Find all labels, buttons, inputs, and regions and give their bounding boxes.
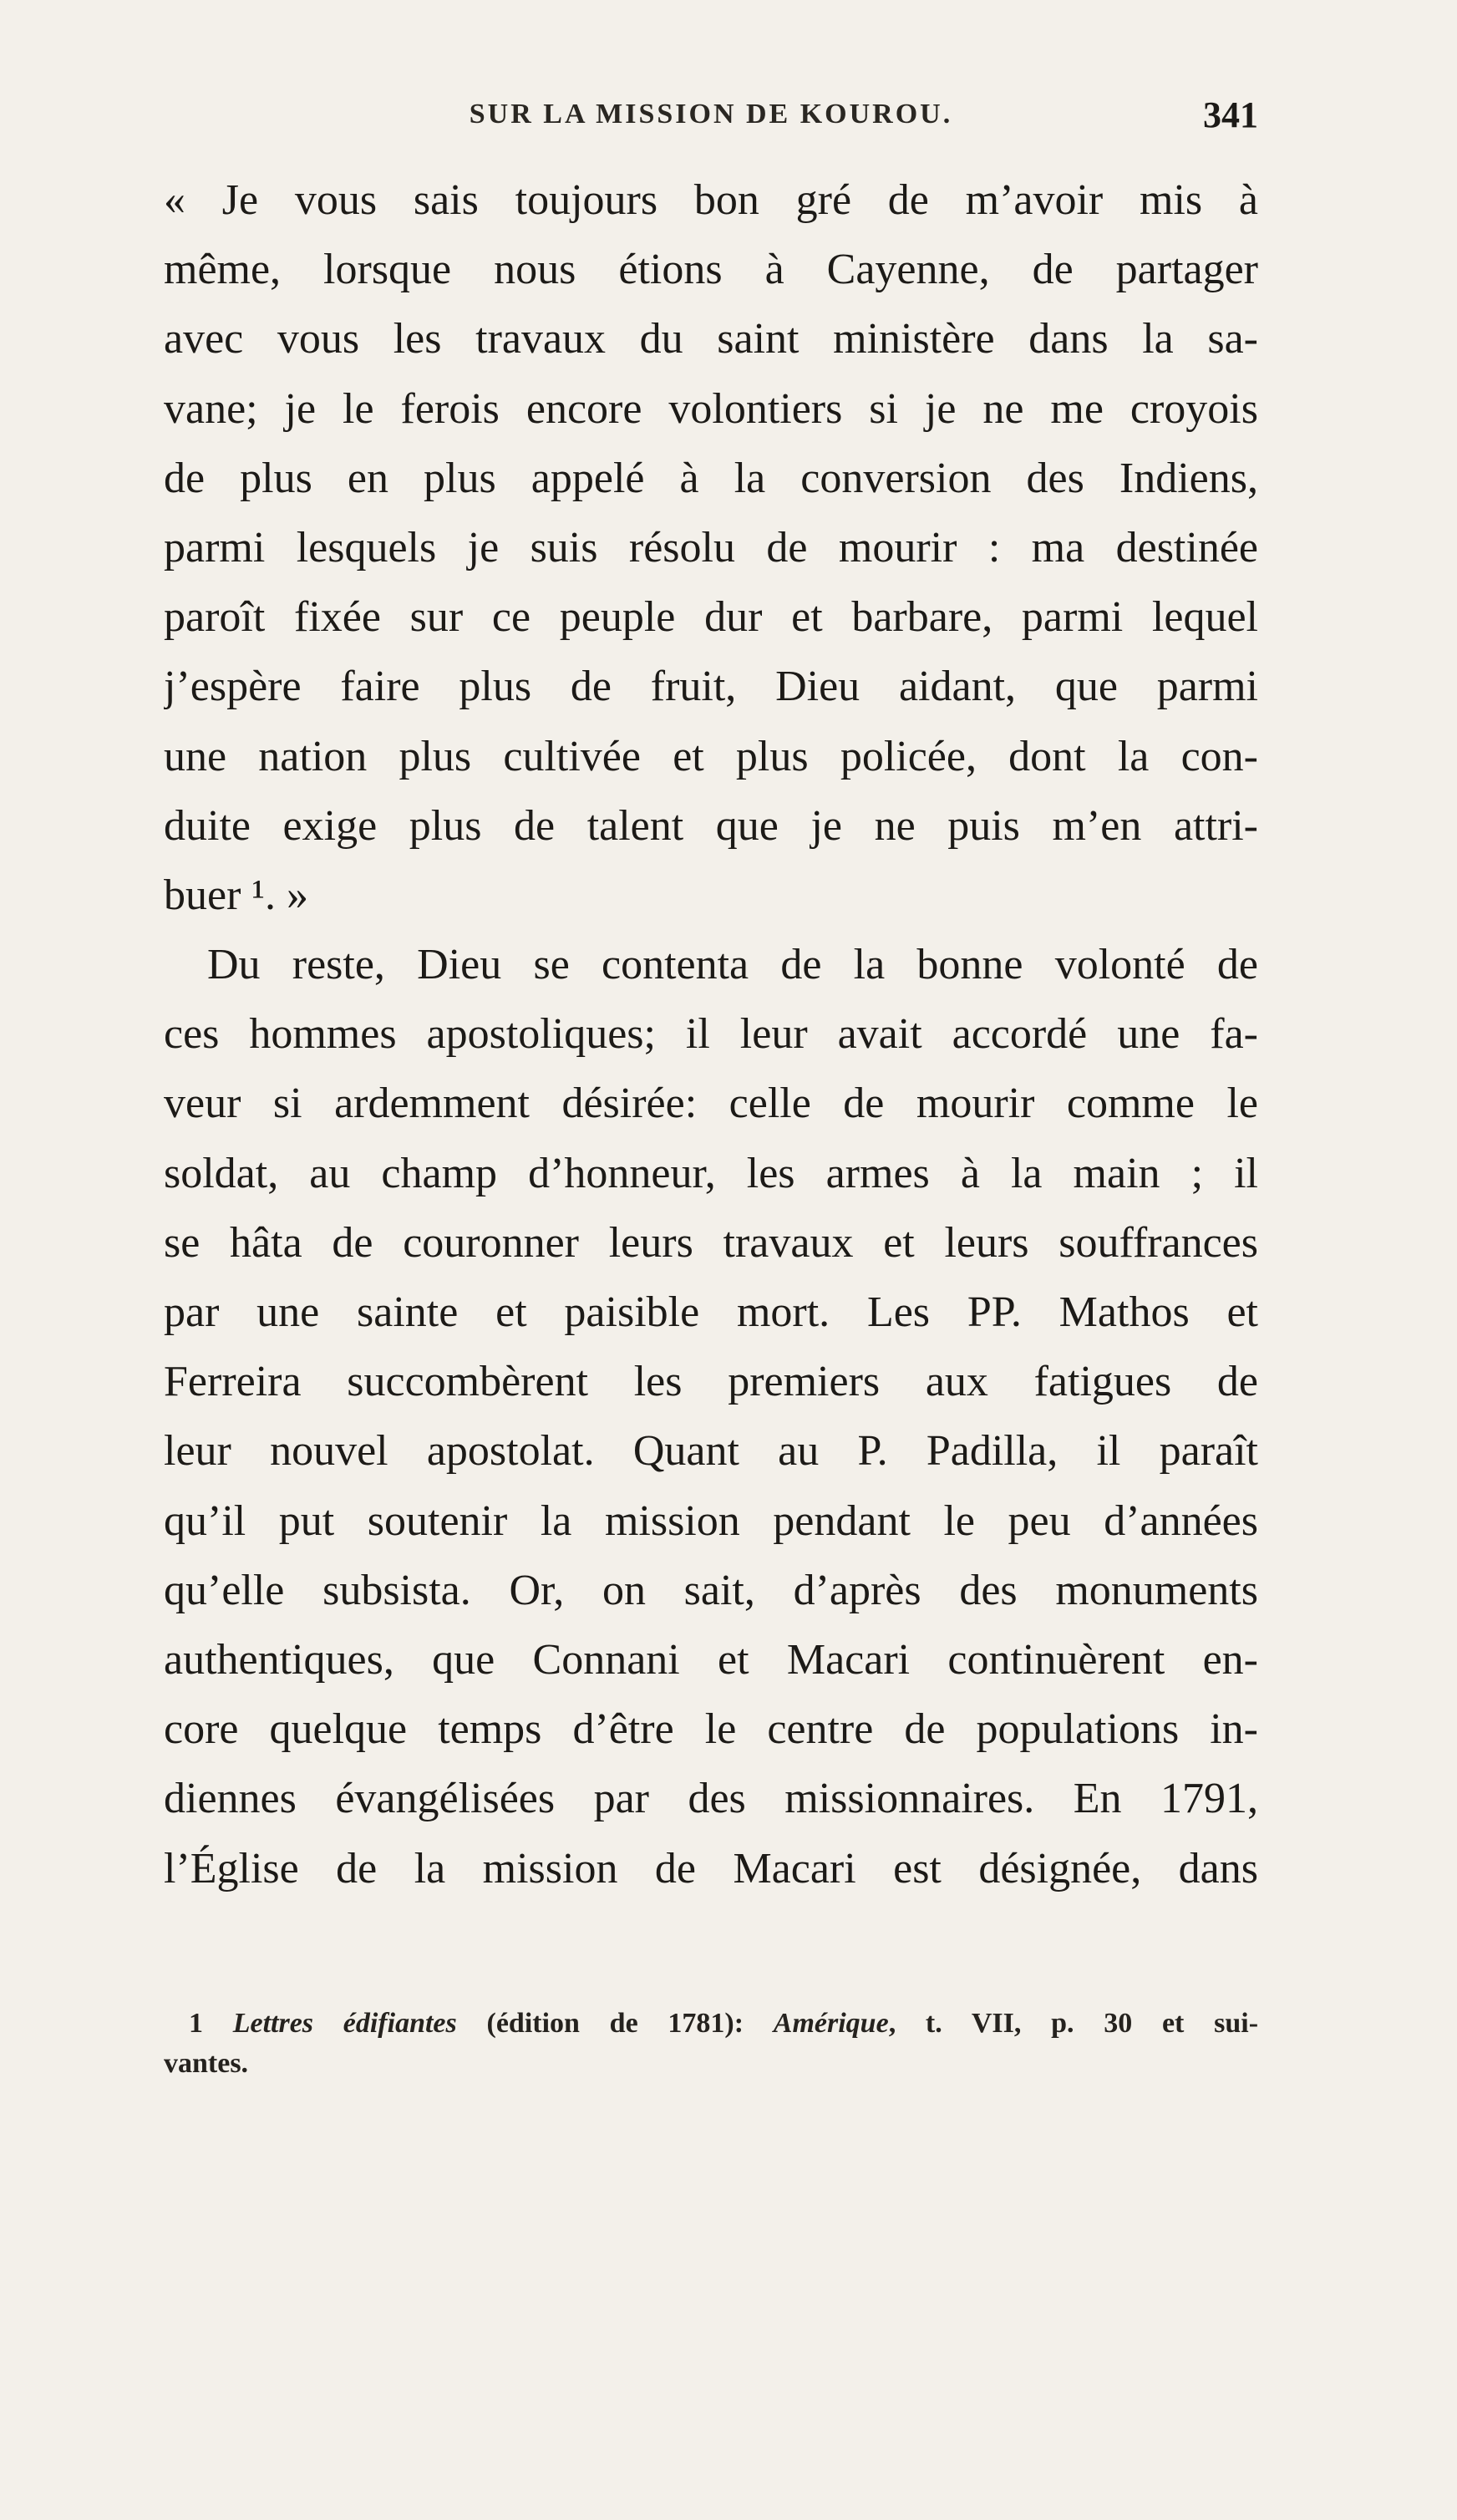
text-line: core quelque temps d’être le centre de populations in-	[164, 1705, 1258, 1754]
running-head	[164, 94, 1258, 149]
running-title: SUR LA MISSION DE KOUROU.	[469, 99, 953, 130]
footnote	[164, 2004, 1258, 2084]
text-line: leur nouvel apostolat. Quant au P. Padilla, il paraît	[164, 1427, 1258, 1476]
text-line: qu’elle subsista. Or, on sait, d’après des monuments	[164, 1566, 1258, 1614]
footnote-line: vantes.	[164, 2048, 249, 2079]
text-line: une nation plus cultivée et plus policée, dont la con-	[164, 732, 1258, 780]
footnote-line	[164, 2004, 1258, 2044]
text-line: Ferreira succombèrent les premiers aux fatigues de	[164, 1358, 1258, 1406]
text-line: vane; je le ferois encore volontiers si je ne me croyois	[164, 384, 1258, 433]
text-line: authentiques, que Connani et Macari continuèrent en-	[164, 1635, 1258, 1684]
text-line: même, lorsque nous étions à Cayenne, de partager	[164, 246, 1258, 294]
text-line: se hâta de couronner leurs travaux et leurs souffrances	[164, 1218, 1258, 1267]
text-line: paroît fixée sur ce peuple dur et barbare, parmi lequel	[164, 593, 1258, 642]
text-line: par une sainte et paisible mort. Les PP. Mathos et	[164, 1288, 1258, 1336]
text-line: avec vous les travaux du saint ministère dans la sa-	[164, 315, 1258, 363]
footnote-edition: (édition de 1781):	[486, 2008, 744, 2039]
body-text	[164, 165, 1258, 1903]
footnote-title: Lettres édifiantes	[232, 2008, 457, 2039]
text-line: diennes évangélisées par des missionnaires. En 1791,	[164, 1775, 1258, 1823]
page-number: 341	[1203, 94, 1258, 135]
text-line: duite exige plus de talent que je ne puis m’en attri-	[164, 801, 1258, 850]
footnote-marker: 1	[189, 2008, 203, 2039]
text-line: Du reste, Dieu se contenta de la bonne volonté de	[207, 941, 1258, 989]
text-line: « Je vous sais toujours bon gré de m’avoir mis à	[164, 176, 1258, 224]
text-line: j’espère faire plus de fruit, Dieu aidant, que parmi	[164, 663, 1258, 711]
footnote-place: Amérique	[773, 2008, 889, 2039]
text-line: l’Église de la mission de Macari est désignée, dans	[164, 1844, 1258, 1893]
text-line: parmi lesquels je suis résolu de mourir : ma destinée	[164, 523, 1258, 572]
text-line: buer ¹. »	[164, 871, 308, 919]
text-line: veur si ardemment désirée: celle de mourir comme le	[164, 1080, 1258, 1128]
text-line: ces hommes apostoliques; il leur avait accordé une fa-	[164, 1010, 1258, 1059]
footnote-reference: , t. VII, p. 30 et sui-	[888, 2008, 1259, 2039]
text-line: soldat, au champ d’honneur, les armes à la main ; il	[164, 1149, 1258, 1197]
text-line: qu’il put soutenir la mission pendant le peu d’années	[164, 1496, 1258, 1545]
text-line: de plus en plus appelé à la conversion des Indiens,	[164, 454, 1258, 502]
